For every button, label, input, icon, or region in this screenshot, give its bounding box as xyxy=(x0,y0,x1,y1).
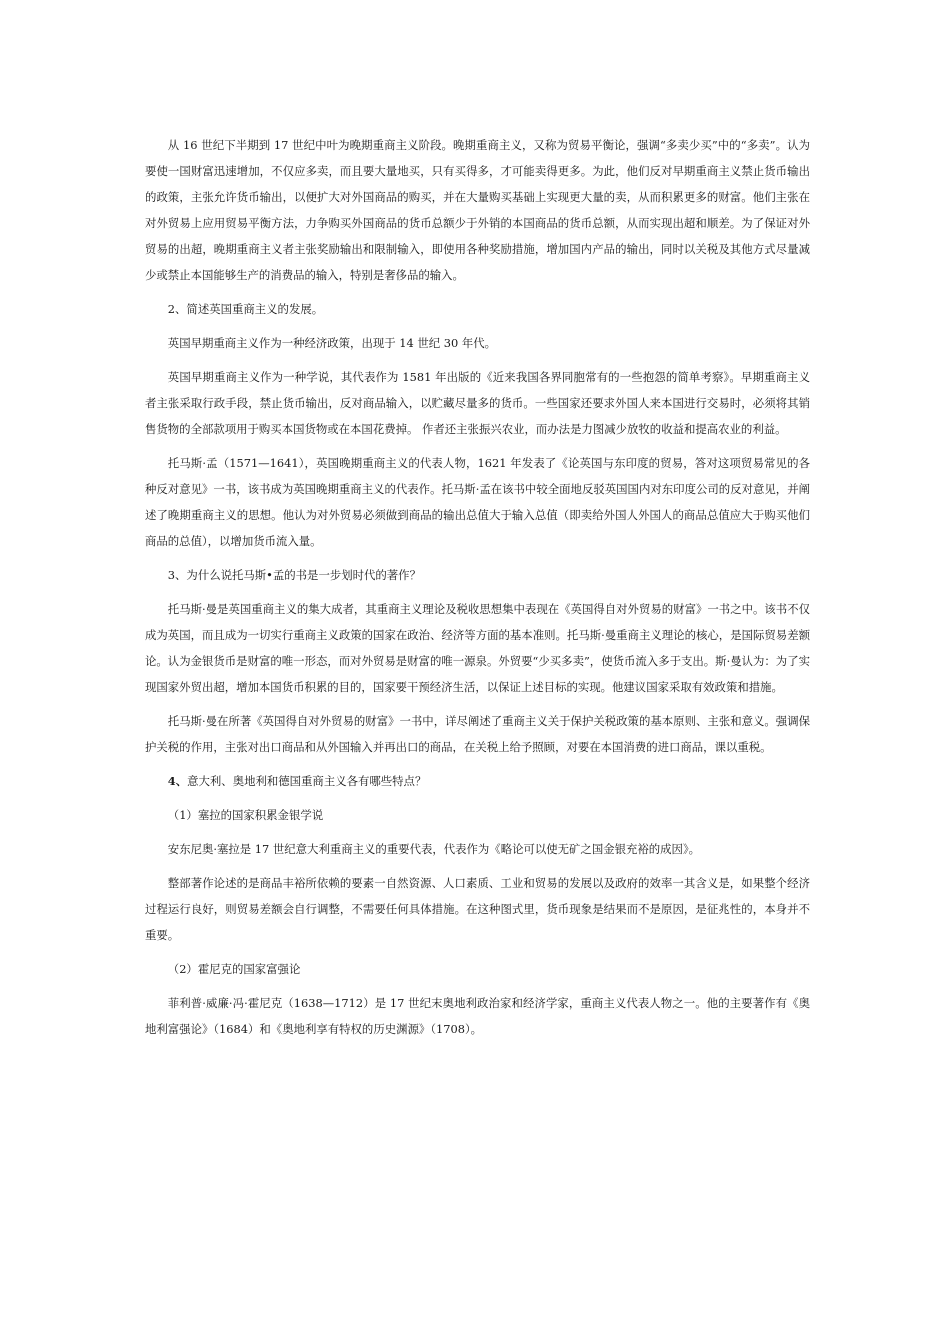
paragraph-hornigk: 菲利普·威廉·冯·霍尼克（1638—1712）是 17 世纪末奥地利政治家和经济学家，重商主义代表人物之一。他的主要著作有《奥地利富强论》（1684）和《奥地利享有特权的历史渊源》（1708）。 xyxy=(145,996,810,1036)
paragraph-mun-tariffs: 托马斯·曼在所著《英国得自对外贸易的财富》一书中，详尽阐述了重商主义关于保护关税政策的基本原则、主张和意义。强调保护关税的作用，主张对出口商品和从外国输入并再出口的商品，在关税上给予照顾，对要在本国消费的进口商品，课以重税。 xyxy=(145,714,810,754)
paragraph-late-mercantilism: 从 16 世纪下半期到 17 世纪中叶为晚期重商主义阶段。晚期重商主义，又称为贸易平衡论，强调“多卖少买”中的“多卖”。认为要使一国财富迅速增加，不仅应多卖，而且要大量地买，只有买得多，才可能卖得更多。为此，他们反对早期重商主义禁止货币输出的政策，主张允许货币输出，以便扩大对外国商品的购买，并在大量购买基础上实现更大量的卖，从而积累更多的财富。他们主张在对外贸易上应用贸易平衡方法，力争购买外国商品的货币总额少于外销的本国商品的货币总额，从而实现出超和顺差。为了保证对外贸易的出超，晚期重商主义者主张奖励输出和限制输入，即使用各种奖励措施，增加国内产品的输出，同时以关税及其他方式尽量减少或禁止本国能够生产的消费品的输入，特别是奢侈品的输入。 xyxy=(145,138,810,282)
paragraph-english-doctrine: 英国早期重商主义作为一种学说，其代表作为 1581 年出版的《近来我国各界同胞常有的一些抱怨的简单考察》。早期重商主义者主张采取行政手段，禁止货币输出，反对商品输入，以贮藏尽量多的货币。一些国家还要求外国人来本国进行交易时，必须将其销售货物的全部款项用于购买本国货物或在本国花费掉。 作者还主张振兴农业，而办法是力图减少放牧的收益和提高农业的利益。 xyxy=(145,370,810,436)
paragraph-serra-work: 整部著作论述的是商品丰裕所依赖的要素一自然资源、人口素质、工业和贸易的发展以及政府的效率一其含义是，如果整个经济过程运行良好，则贸易差额会自行调整，不需要任何具体措施。在这种图式里，货币现象是结果而不是原因，是征兆性的，本身并不重要。 xyxy=(145,876,810,942)
paragraph-thomas-mun: 托马斯·孟（1571—1641），英国晚期重商主义的代表人物，1621 年发表了《论英国与东印度的贸易，答对这项贸易常见的各种反对意见》一书，该书成为英国晚期重商主义的代表作。托马斯·孟在该书中较全面地反驳英国国内对东印度公司的反对意见，并阐述了晚期重商主义的思想。他认为对外贸易必须做到商品的输出总值大于输入总值（即卖给外国人外国人的商品总值应大于购买他们商品的总值），以增加货币流入量。 xyxy=(145,456,810,548)
paragraph-mun-theory: 托马斯·曼是英国重商主义的集大成者，其重商主义理论及税收思想集中表现在《英国得自对外贸易的财富》一书之中。该书不仅成为英国，而且成为一切实行重商主义政策的国家在政治、经济等方面的基本准则。托马斯·曼重商主义理论的核心，是国际贸易差额论。认为金银货币是财富的唯一形态，而对外贸易是财富的唯一源泉。外贸要“少买多卖”，使货币流入多于支出。斯·曼认为：为了实现国家外贸出超，增加本国货币积累的目的，国家要干预经济生活，以保证上述目标的实现。他建议国家采取有效政策和措施。 xyxy=(145,602,810,694)
subheading-serra: （1）塞拉的国家积累金银学说 xyxy=(167,808,324,822)
question-4-heading xyxy=(145,768,810,794)
document-page xyxy=(145,132,810,1050)
question-2-heading: 2、简述英国重商主义的发展。 xyxy=(167,302,324,316)
subheading-hornigk: （2）霍尼克的国家富强论 xyxy=(167,962,301,976)
question-4-number: 4、 xyxy=(167,774,188,788)
question-3-heading: 3、为什么说托马斯•孟的书是一步划时代的著作？ xyxy=(167,568,421,582)
question-4-text: 意大利、奥地利和德国重商主义各有哪些特点？ xyxy=(187,774,427,788)
paragraph-serra-intro: 安东尼奥·塞拉是 17 世纪意大利重商主义的重要代表，代表作为《略论可以使无矿之国金银充裕的成因》。 xyxy=(167,842,701,856)
paragraph-english-policy: 英国早期重商主义作为一种经济政策，出现于 14 世纪 30 年代。 xyxy=(167,336,497,350)
